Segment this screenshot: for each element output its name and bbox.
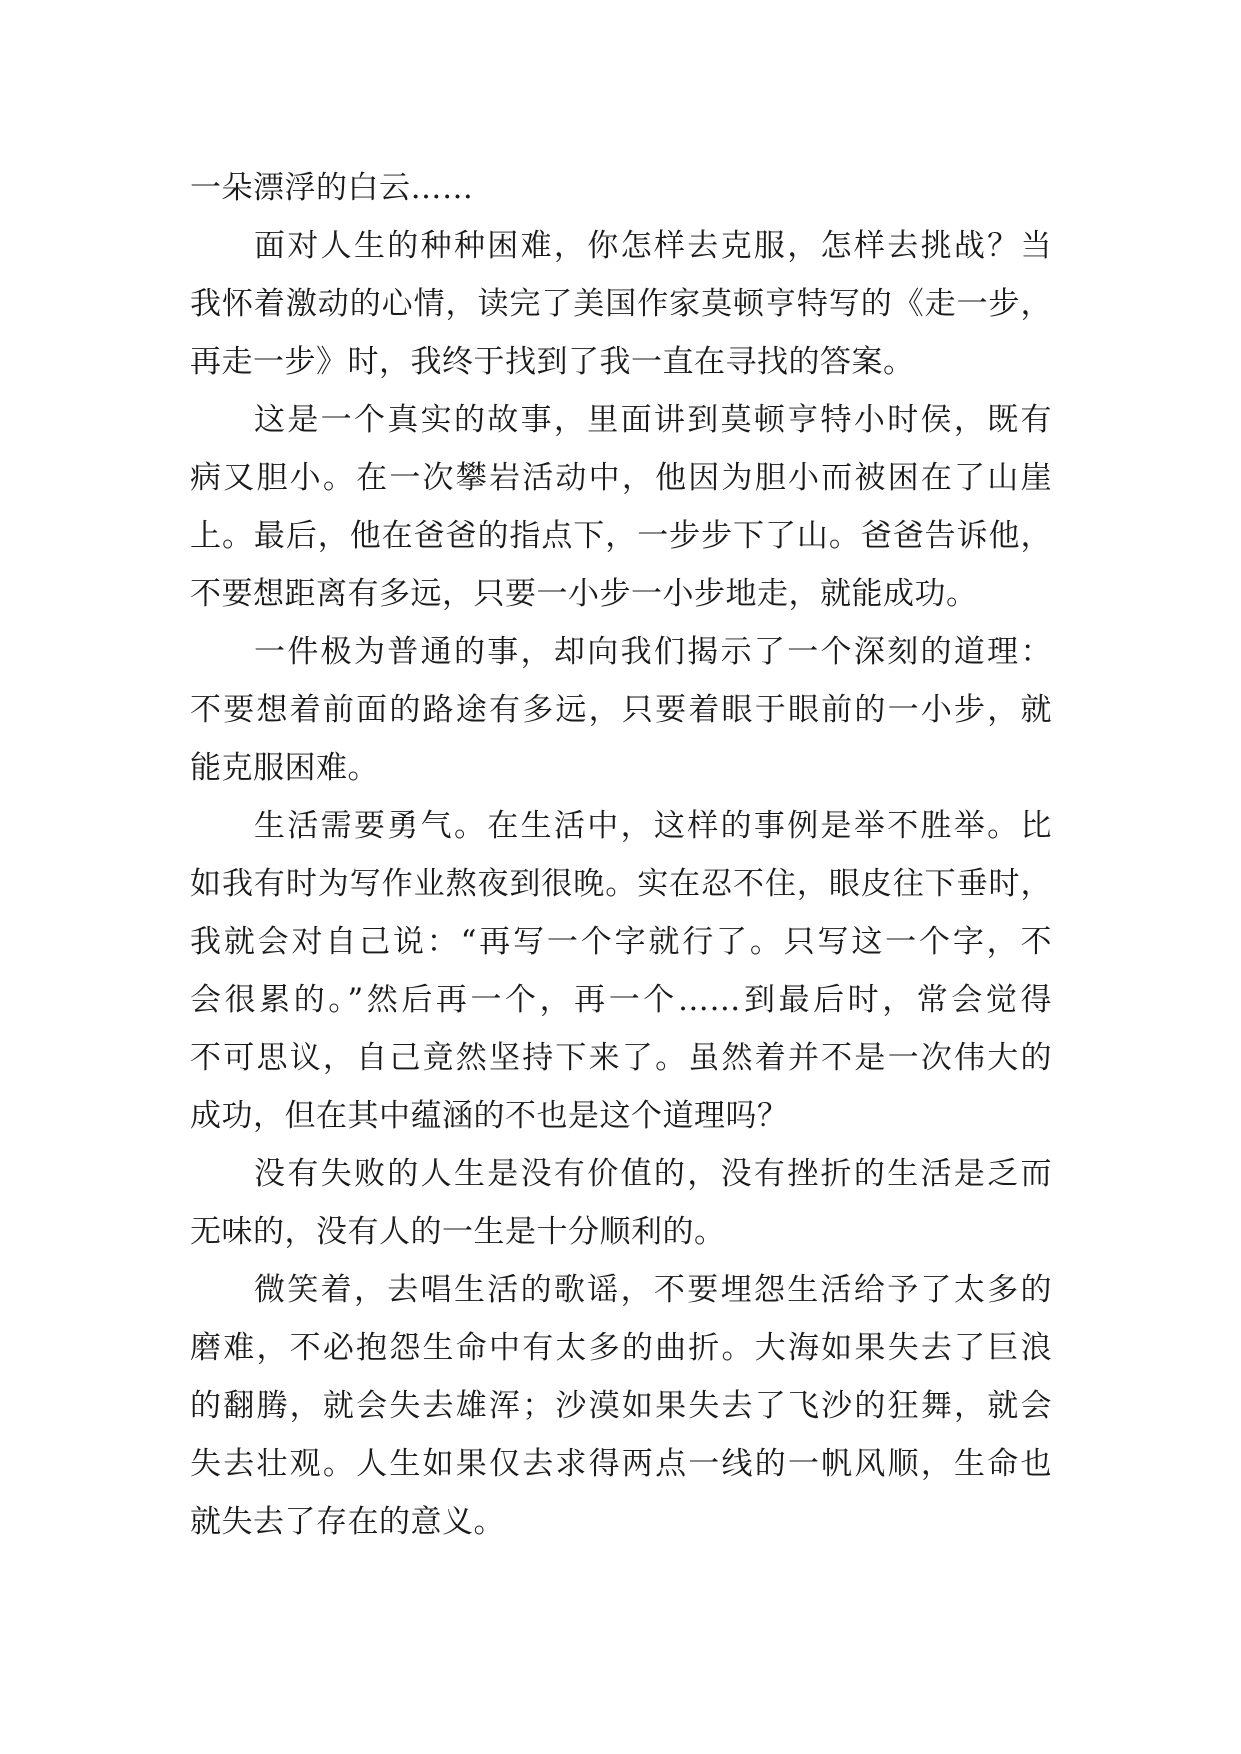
text-line: 失去壮观。人生如果仅去求得两点一线的一帆风顺，生命也 <box>190 1446 1052 1482</box>
text-line: 微笑着，去唱生活的歌谣，不要埋怨生活给予了太多的 <box>254 1272 1052 1308</box>
text-line: 这是一个真实的故事，里面讲到莫顿亨特小时侯，既有 <box>254 402 1052 438</box>
text-line: 会很累的。”然后再一个，再一个……到最后时，常会觉得 <box>190 982 1052 1018</box>
text-line: 如我有时为写作业熬夜到很晚。实在忍不住，眼皮往下垂时， <box>190 866 1052 902</box>
text-line: 能克服困难。 <box>190 750 379 786</box>
text-line: 无味的，没有人的一生是十分顺利的。 <box>190 1214 726 1250</box>
text-line: 生活需要勇气。在生活中，这样的事例是举不胜举。比 <box>254 808 1052 844</box>
text-line: 不要想着前面的路途有多远，只要着眼于眼前的一小步，就 <box>190 692 1052 728</box>
text-line: 磨难，不必抱怨生命中有太多的曲折。大海如果失去了巨浪 <box>190 1330 1052 1366</box>
text-line: 就失去了存在的意义。 <box>190 1504 505 1540</box>
text-line: 没有失败的人生是没有价值的，没有挫折的生活是乏而 <box>254 1156 1052 1192</box>
text-line: 再走一步》时，我终于找到了我一直在寻找的答案。 <box>190 344 915 380</box>
text-line: 病又胆小。在一次攀岩活动中，他因为胆小而被困在了山崖 <box>190 460 1052 496</box>
text-line: 不要想距离有多远，只要一小步一小步地走，就能成功。 <box>190 576 978 612</box>
essay-body <box>190 159 1052 1551</box>
text-line: 面对人生的种种困难，你怎样去克服，怎样去挑战？当 <box>254 228 1052 264</box>
text-line: 一朵漂浮的白云…… <box>190 170 474 206</box>
text-line: 一件极为普通的事，却向我们揭示了一个深刻的道理： <box>254 634 1052 670</box>
text-line: 我怀着激动的心情，读完了美国作家莫顿亨特写的《走一步， <box>190 286 1052 322</box>
text-line: 我就会对自己说：“再写一个字就行了。只写这一个字，不 <box>190 924 1052 960</box>
text-line: 成功，但在其中蕴涵的不也是这个道理吗？ <box>190 1098 789 1134</box>
text-line: 的翻腾，就会失去雄浑；沙漠如果失去了飞沙的狂舞，就会 <box>190 1388 1052 1424</box>
text-line: 上。最后，他在爸爸的指点下，一步步下了山。爸爸告诉他， <box>190 518 1052 554</box>
text-line: 不可思议，自己竟然坚持下来了。虽然着并不是一次伟大的 <box>190 1040 1052 1076</box>
